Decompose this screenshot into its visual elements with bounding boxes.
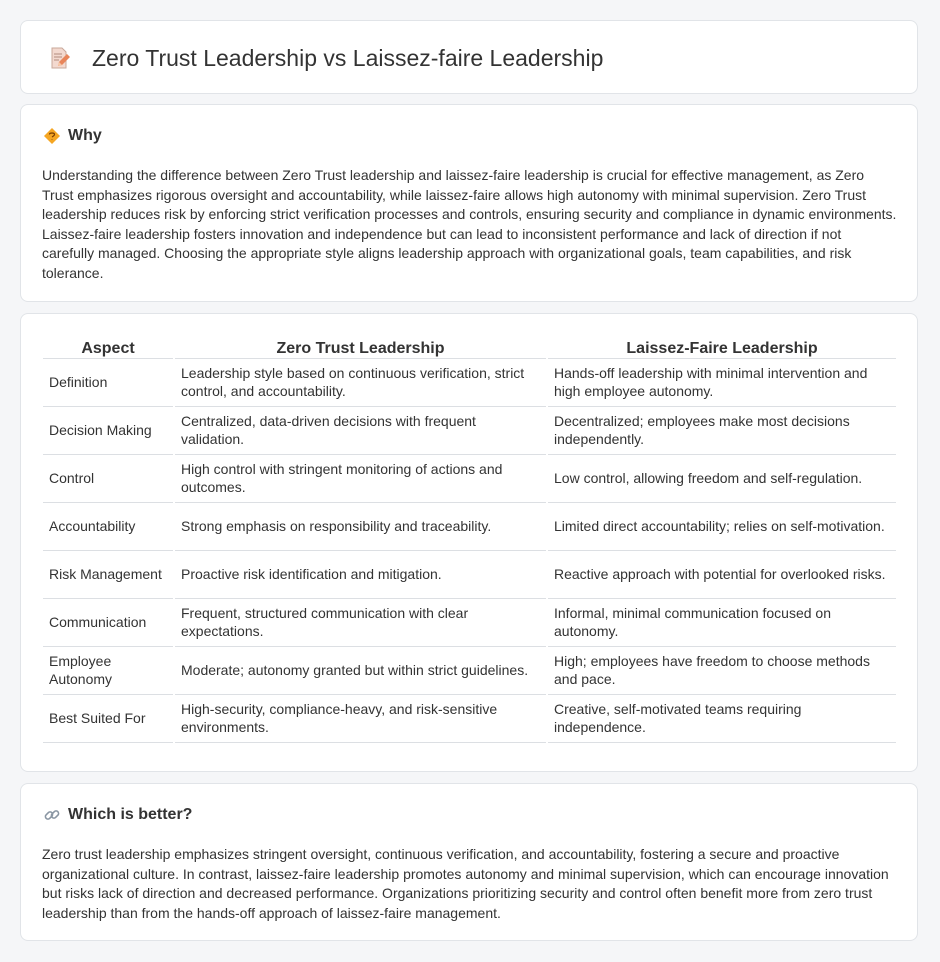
why-section (20, 104, 918, 302)
why-heading: Why (68, 127, 102, 144)
laissez-faire-cell: Decentralized; employees make most decisions independently. (548, 407, 896, 455)
why-text: Understanding the difference between Zero Trust leadership and laissez-faire leadership is crucial for effective management, as Zero Trust emphasizes rigorous oversight and accountability, while laissez-faire allows high autonomy with minimal supervision. Zero Trust leadership reduces risk by enforcing strict verification processes and controls, ensuring security and compliance in dynamic environments. Laissez-faire leadership fosters innovation and independence but can lead to inconsistent performance and lack of direction if not carefully managed. Choosing the appropriate style aligns leadership approach with organizational goals, team capabilities, and risk tolerance. (42, 167, 897, 281)
warning-diamond-icon (43, 127, 61, 145)
zero-trust-cell: Frequent, structured communication with clear expectations. (175, 599, 546, 647)
header-aspect: Aspect (43, 334, 173, 359)
laissez-faire-cell: Hands-off leadership with minimal intervention and high employee autonomy. (548, 359, 896, 407)
zero-trust-cell: High control with stringent monitoring of actions and outcomes. (175, 455, 546, 503)
title-card (20, 20, 918, 94)
aspect-cell: Best Suited For (43, 695, 173, 743)
which-is-better-section (20, 783, 918, 941)
comparison-table (41, 334, 898, 743)
zero-trust-cell: Centralized, data-driven decisions with frequent validation. (175, 407, 546, 455)
table-row (43, 503, 896, 551)
which-is-better-text: Zero trust leadership emphasizes stringent oversight, continuous verification, and accountability, fostering a secure and proactive organizational culture. In contrast, laissez-faire leadership promotes autonomy and minimal supervision, which can encourage innovation but risks lack of direction and decreased performance. Organizations prioritizing security and control often benefit more from zero trust leadership than from the hands-off approach of laissez-faire management. (42, 846, 889, 921)
table-row (43, 407, 896, 455)
table-row (43, 599, 896, 647)
zero-trust-cell: Proactive risk identification and mitigation. (175, 551, 546, 599)
document-edit-icon (47, 46, 71, 70)
aspect-cell: Definition (43, 359, 173, 407)
table-row (43, 647, 896, 695)
aspect-cell: Communication (43, 599, 173, 647)
aspect-cell: Accountability (43, 503, 173, 551)
comparison-section (20, 313, 918, 772)
laissez-faire-cell: High; employees have freedom to choose methods and pace. (548, 647, 896, 695)
table-row (43, 695, 896, 743)
laissez-faire-cell: Creative, self-motivated teams requiring independence. (548, 695, 896, 743)
page-title: Zero Trust Leadership vs Laissez-faire Leadership (92, 45, 604, 71)
laissez-faire-cell: Limited direct accountability; relies on self-motivation. (548, 503, 896, 551)
aspect-cell: Control (43, 455, 173, 503)
which-is-better-heading: Which is better? (68, 806, 193, 823)
table-row (43, 359, 896, 407)
zero-trust-cell: High-security, compliance-heavy, and risk-sensitive environments. (175, 695, 546, 743)
zero-trust-cell: Leadership style based on continuous verification, strict control, and accountability. (175, 359, 546, 407)
laissez-faire-cell: Informal, minimal communication focused on autonomy. (548, 599, 896, 647)
aspect-cell: Employee Autonomy (43, 647, 173, 695)
laissez-faire-cell: Reactive approach with potential for overlooked risks. (548, 551, 896, 599)
zero-trust-cell: Moderate; autonomy granted but within strict guidelines. (175, 647, 546, 695)
table-header-row (43, 334, 896, 359)
zero-trust-cell: Strong emphasis on responsibility and traceability. (175, 503, 546, 551)
table-row (43, 455, 896, 503)
aspect-cell: Decision Making (43, 407, 173, 455)
header-laissez-faire: Laissez-Faire Leadership (548, 334, 896, 359)
link-icon (43, 806, 61, 824)
laissez-faire-cell: Low control, allowing freedom and self-regulation. (548, 455, 896, 503)
table-row (43, 551, 896, 599)
header-zero-trust: Zero Trust Leadership (175, 334, 546, 359)
aspect-cell: Risk Management (43, 551, 173, 599)
